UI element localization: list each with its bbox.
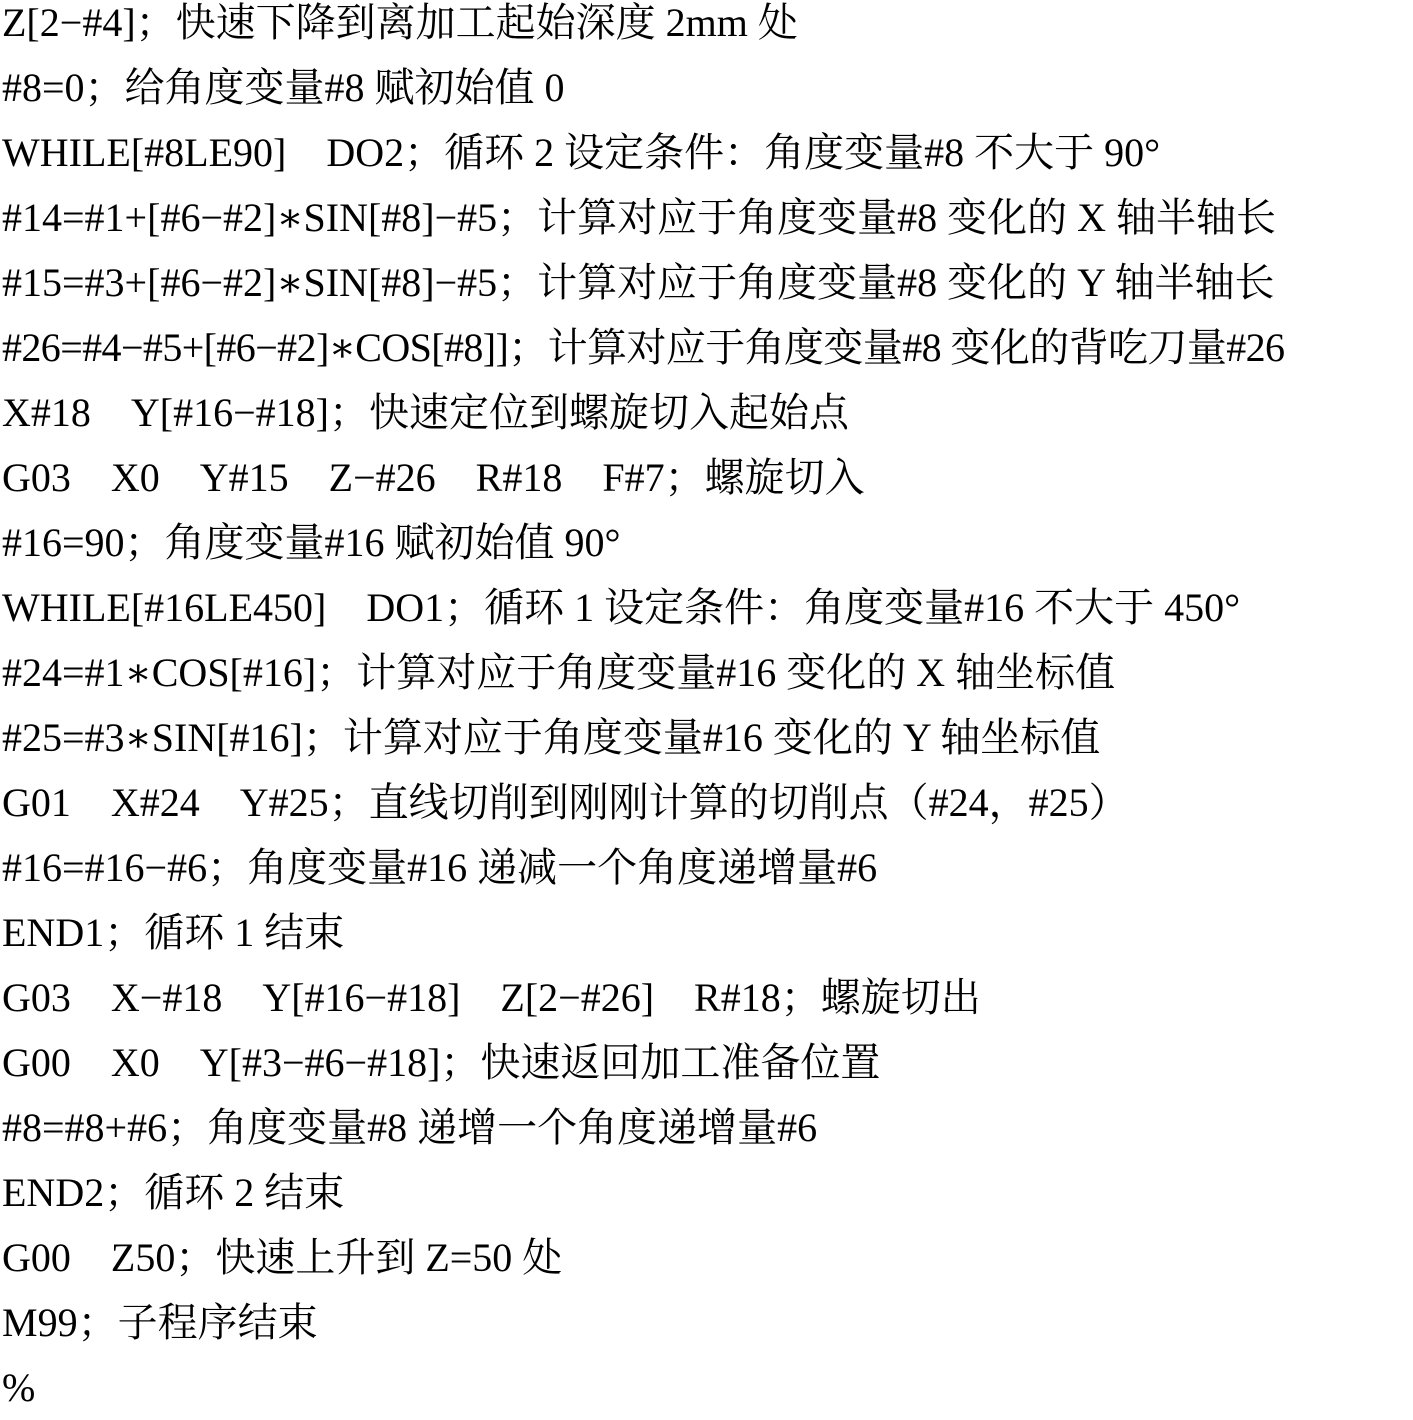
program-line: G00 Z50；快速上升到 Z=50 处 bbox=[2, 1235, 563, 1280]
program-line: G03 X−#18 Y[#16−#18] Z[2−#26] R#18；螺旋切出 bbox=[2, 975, 981, 1020]
program-line: #16=90；角度变量#16 赋初始值 90° bbox=[2, 520, 621, 565]
program-line: #8=#8+#6；角度变量#8 递增一个角度递增量#6 bbox=[2, 1105, 818, 1150]
program-listing bbox=[2, 0, 1412, 1420]
program-line: END2；循环 2 结束 bbox=[2, 1170, 345, 1215]
program-line: #25=#3∗SIN[#16]；计算对应于角度变量#16 变化的 Y 轴坐标值 bbox=[2, 715, 1101, 760]
program-line: G03 X0 Y#15 Z−#26 R#18 F#7；螺旋切入 bbox=[2, 455, 865, 500]
program-line: X#18 Y[#16−#18]；快速定位到螺旋切入起始点 bbox=[2, 390, 849, 435]
program-line: END1；循环 1 结束 bbox=[2, 910, 345, 955]
program-line: G01 X#24 Y#25；直线切削到刚刚计算的切削点（#24，#25） bbox=[2, 780, 1129, 825]
program-line: #15=#3+[#6−#2]∗SIN[#8]−#5；计算对应于角度变量#8 变化的 Y 轴半轴长 bbox=[2, 260, 1275, 305]
program-line: #24=#1∗COS[#16]；计算对应于角度变量#16 变化的 X 轴坐标值 bbox=[2, 650, 1116, 695]
program-line: G00 X0 Y[#3−#6−#18]；快速返回加工准备位置 bbox=[2, 1040, 881, 1085]
program-line: #8=0；给角度变量#8 赋初始值 0 bbox=[2, 65, 565, 110]
program-line: WHILE[#8LE90] DO2；循环 2 设定条件：角度变量#8 不大于 90° bbox=[2, 130, 1161, 175]
program-line: #14=#1+[#6−#2]∗SIN[#8]−#5；计算对应于角度变量#8 变化的 X 轴半轴长 bbox=[2, 195, 1277, 240]
program-line: WHILE[#16LE450] DO1；循环 1 设定条件：角度变量#16 不大于 450° bbox=[2, 585, 1241, 630]
program-line: M99；子程序结束 bbox=[2, 1300, 318, 1345]
program-line: Z[2−#4]；快速下降到离加工起始深度 2mm 处 bbox=[2, 0, 798, 45]
program-line: #16=#16−#6；角度变量#16 递减一个角度递增量#6 bbox=[2, 845, 878, 890]
program-line: #26=#4−#5+[#6−#2]∗COS[#8]]；计算对应于角度变量#8 变化的背吃刀量#26 bbox=[2, 325, 1285, 370]
program-line: % bbox=[2, 1365, 36, 1410]
